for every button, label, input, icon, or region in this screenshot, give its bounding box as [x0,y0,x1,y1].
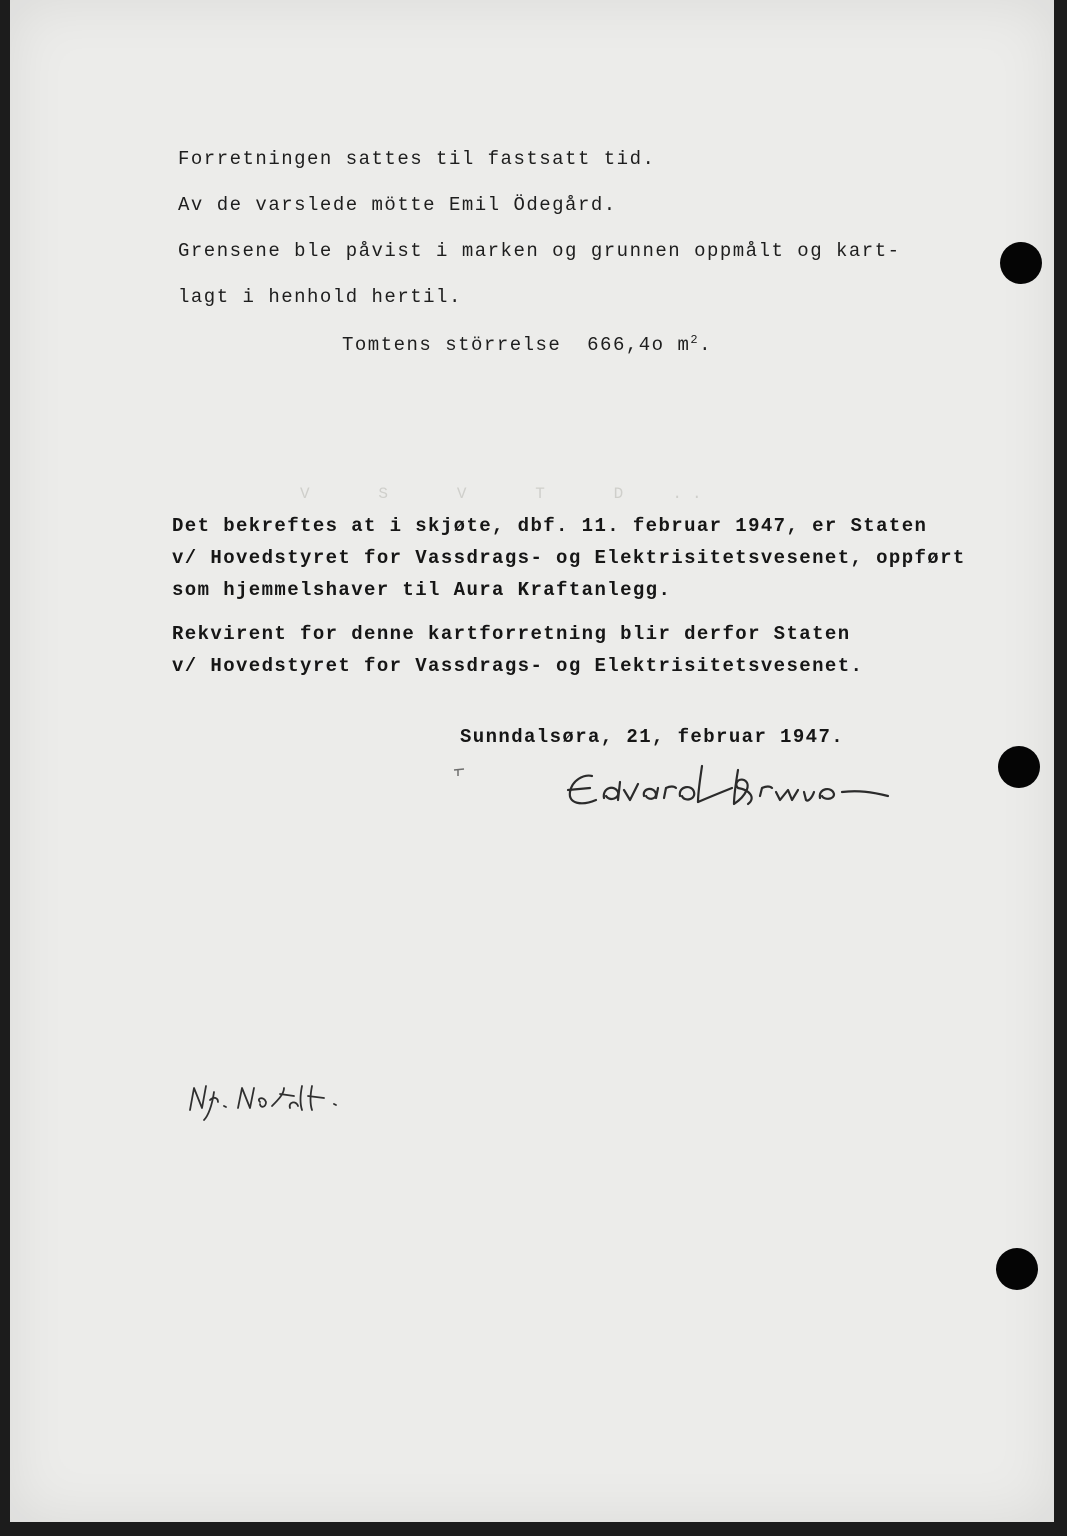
text-line-1: Forretningen sattes til fastsatt tid. [178,148,656,170]
area-exponent: 2 [690,333,700,347]
area-value: 666,4o m [587,334,691,356]
signature-text: Edvard Brunie [562,762,570,763]
document-page [10,0,1054,1522]
text-line-3: Grensene ble påvist i marken og grunnen oppmålt og kart- [178,240,901,262]
punch-hole-bottom [996,1248,1038,1290]
confirmation-line-1: Det bekreftes at i skjøte, dbf. 11. februar 1947, er Staten [172,515,928,537]
stray-mark [450,766,470,780]
confirmation-line-3: som hjemmelshaver til Aura Kraftanlegg. [172,579,672,601]
annotation-text: N.fr. N.a. fdt. [184,1078,194,1079]
area-label: Tomtens störrelse [342,334,562,356]
place-date: Sunndalsøra, 21, februar 1947. [460,726,845,748]
punch-hole-top [1000,242,1042,284]
confirmation-line-2: v/ Hovedstyret for Vassdrags- og Elektrisitetsvesenet, oppført [172,547,966,569]
handwritten-annotation [184,1078,364,1124]
area-end: . [699,334,712,356]
punch-hole-middle [998,746,1040,788]
faint-text: V S V T D .. [300,485,712,503]
text-line-4: lagt i henhold hertil. [178,286,462,308]
text-line-2: Av de varslede mötte Emil Ödegård. [178,194,617,216]
confirmation-line-4: Rekvirent for denne kartforretning blir derfor Staten [172,623,851,645]
signature [562,762,902,818]
confirmation-line-5: v/ Hovedstyret for Vassdrags- og Elektrisitetsvesenet. [172,655,864,677]
area-line [342,334,712,355]
